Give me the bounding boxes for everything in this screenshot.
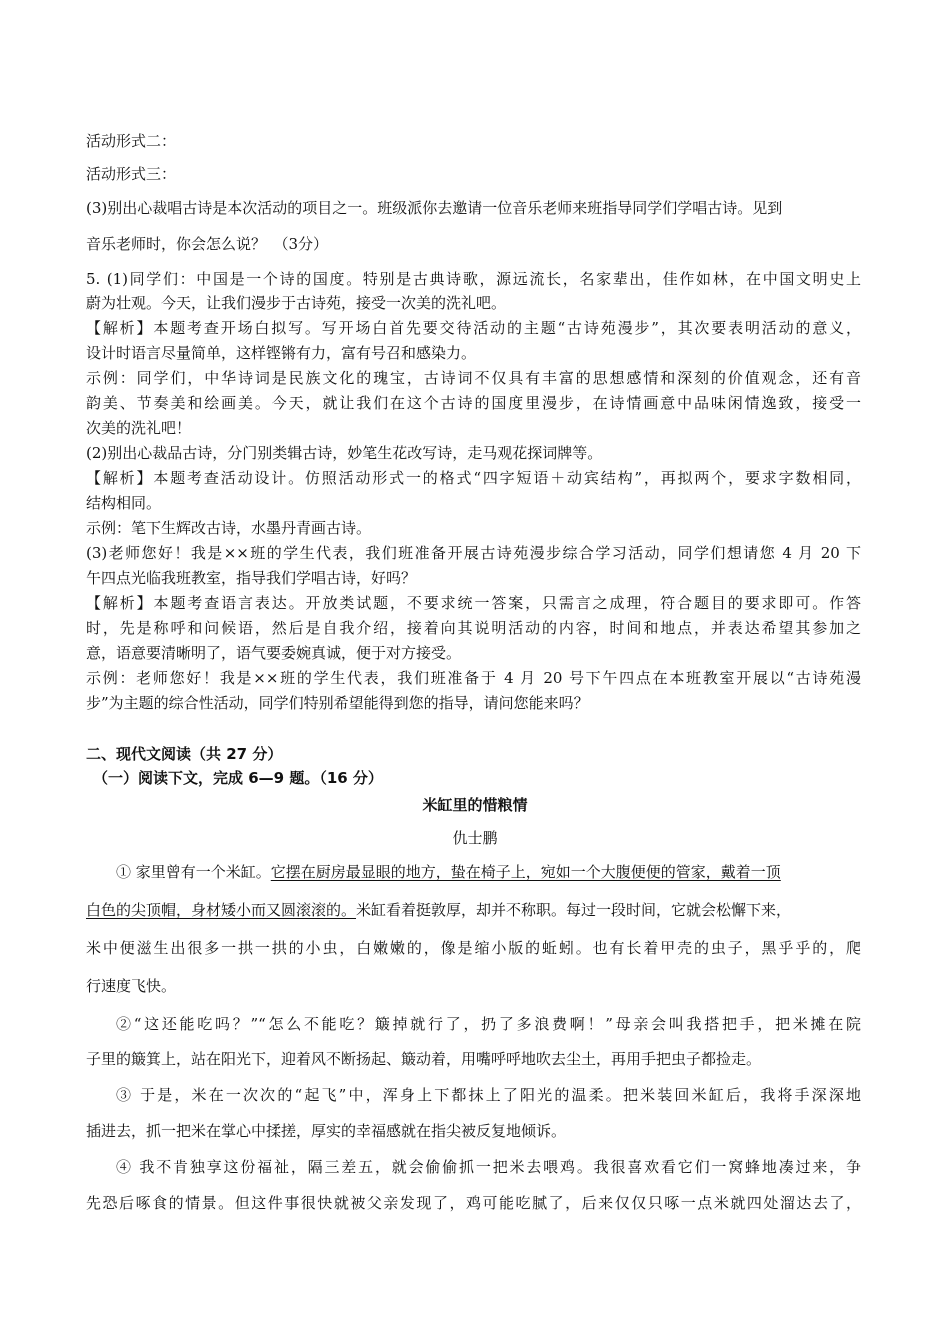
question-3-line-2: 音乐老师时，你会怎么说？ （3分）	[86, 235, 329, 253]
paragraph-3-line-1: ③ 于是，米在一次次的“起飞”中，浑身上下都抹上了阳光的温柔。把米装回米缸后，我将手深深地	[116, 1086, 861, 1104]
answer-3-example-line-2: 步”为主题的综合性活动，同学们特别希望能得到您的指导，请问您能来吗？	[86, 694, 589, 712]
paragraph-1-line-3: 米中便滋生出很多一拱一拱的小虫，白嫩嫩的，像是缩小版的蚯蚓。也有长着甲壳的虫子，黑乎乎的，爬	[86, 939, 861, 957]
article-title: 米缸里的惜粮情	[422, 796, 528, 814]
answer-3-analysis-line-2: 时，先是称呼和问候语，然后是自我介绍，接着向其说明活动的内容，时间和地点，并表达希望其参加之	[86, 619, 861, 637]
paragraph-1-underlined-1: 它摆在厨房最显眼的地方，蛰在椅子上，宛如一个大腹便便的管家，戴着一顶	[270, 863, 781, 881]
answer-2-example: 示例：笔下生辉改古诗，水墨丹青画古诗。	[86, 519, 372, 537]
answer-2-analysis-line-1: 【解析】本题考查活动设计。仿照活动形式一的格式“四字短语＋动宾结构”，再拟两个，要求字数相同，	[86, 469, 861, 487]
paragraph-4-line-1: ④ 我不肯独享这份福祉，隔三差五，就会偷偷抓一把米去喂鸡。我很喜欢看它们一窝蜂地凑过来，争	[116, 1158, 861, 1176]
answer-2-line-1: (2)别出心裁品古诗，分门别类辑古诗，妙笔生花改写诗，走马观花探词牌等。	[86, 444, 603, 462]
paragraph-3-line-2: 插进去，抓一把米在掌心中揉搓，厚实的幸福感就在指尖被反复地倾诉。	[86, 1122, 567, 1140]
answer-1-example-line-1: 示例：同学们，中华诗词是民族文化的瑰宝，古诗词不仅具有丰富的思想感情和深刻的价值观念，还有音	[86, 369, 861, 387]
paragraph-2-line-2: 子里的簸箕上，站在阳光下，迎着风不断扬起、簸动着，用嘴呼呼地吹去尘土，再用手把虫子都捡走。	[86, 1050, 762, 1068]
answer-3-line-2: 午四点光临我班教室，指导我们学唱古诗，好吗？	[86, 569, 417, 587]
article-author: 仇士鹏	[452, 829, 498, 847]
question-3-line-1: (3)别出心裁唱古诗是本次活动的项目之一。班级派你去邀请一位音乐老师来班指导同学们学唱古诗。见到	[86, 199, 783, 217]
paragraph-1-line-2	[86, 900, 791, 920]
answer-1-analysis-line-1: 【解析】本题考查开场白拟写。写开场白首先要交待活动的主题“古诗苑漫步”，其次要表明活动的意义，	[86, 319, 861, 337]
answer-3-example-line-1: 示例：老师您好！我是××班的学生代表，我们班准备于 4 月 20 号下午四点在本班教室开展以“古诗苑漫	[86, 669, 861, 687]
answer-1-example-line-2: 韵美、节奏美和绘画美。今天，就让我们在这个古诗的国度里漫步，在诗情画意中品味闲情逸致，接受一	[86, 394, 861, 412]
paragraph-4-line-2: 先恐后啄食的情景。但这件事很快就被父亲发现了，鸡可能吃腻了，后来仅仅只啄一点米就四处溜达去了，	[86, 1194, 861, 1212]
activity-form-3: 活动形式三：	[86, 165, 177, 183]
paragraph-1-underlined-2: 白色的尖顶帽，身材矮小而又圆滚滚的。	[86, 901, 357, 919]
answer-1-analysis-line-2: 设计时语言尽量简单，这样铿锵有力，富有号召和感染力。	[86, 344, 477, 362]
paragraph-1-continuation: 米缸看着挺敦厚，却并不称职。每过一段时间，它就会松懈下来，	[356, 901, 792, 919]
section-2-heading: 二、现代文阅读（共 27 分）	[86, 745, 283, 763]
paragraph-1-intro: ① 家里曾有一个米缸。	[116, 863, 271, 881]
answer-1-line-2: 蔚为壮观。今天，让我们漫步于古诗苑，接受一次美的洗礼吧。	[86, 294, 507, 312]
answer-3-line-1: (3)老师您好！我是××班的学生代表，我们班准备开展古诗苑漫步综合学习活动，同学们想请您 4 月 20 下	[86, 544, 861, 562]
answer-1-line-1: 5. (1)同学们：中国是一个诗的国度。特别是古典诗歌，源远流长，名家辈出，佳作如林，在中国文明史上	[86, 270, 861, 288]
answer-2-analysis-line-2: 结构相同。	[86, 494, 162, 512]
answer-3-analysis-line-3: 意，语意要清晰明了，语气要委婉真诚，便于对方接受。	[86, 644, 462, 662]
paragraph-1-line-4: 行速度飞快。	[86, 977, 177, 995]
answer-1-example-line-3: 次美的洗礼吧！	[86, 419, 192, 437]
activity-form-2: 活动形式二：	[86, 132, 177, 150]
answer-3-analysis-line-1: 【解析】本题考查语言表达。开放类试题，不要求统一答案，只需言之成理，符合题目的要求即可。作答	[86, 594, 861, 612]
paragraph-2-line-1: ②“这还能吃吗？”“怎么不能吃？簸掉就行了，扔了多浪费啊！”母亲会叫我搭把手，把米摊在院	[116, 1015, 861, 1033]
paragraph-1-line-1	[116, 862, 781, 882]
section-2-subheading: （一）阅读下文，完成 6—9 题。（16 分）	[93, 769, 383, 787]
